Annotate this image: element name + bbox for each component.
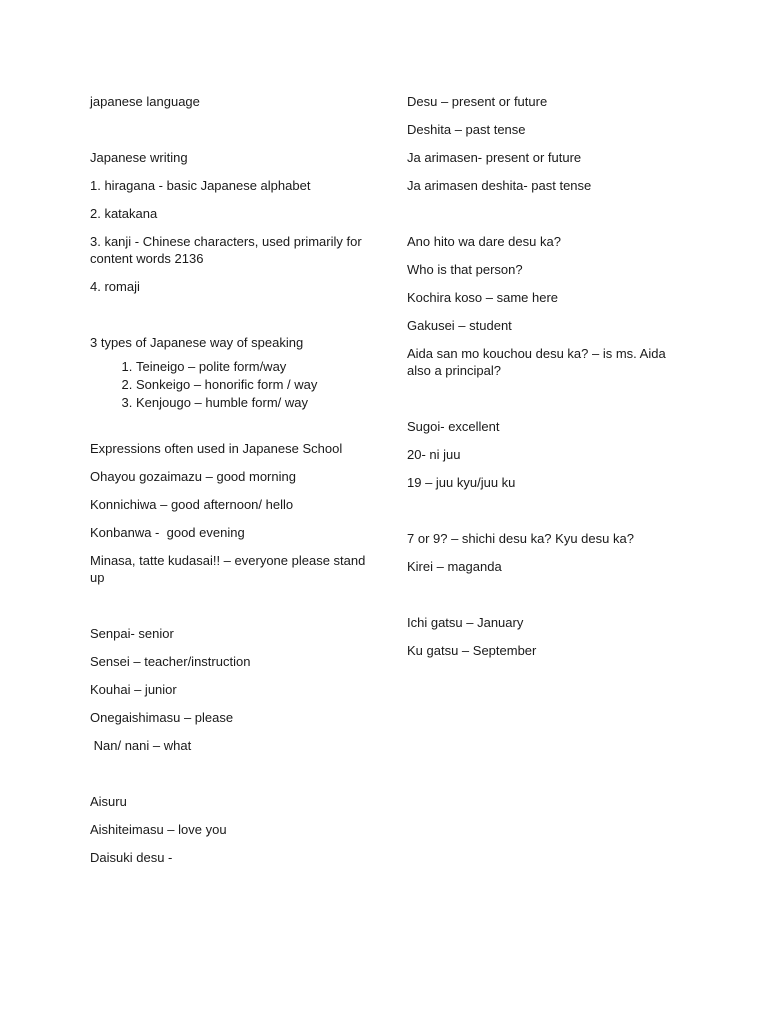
love-item: Aishiteimasu – love you [90,822,227,837]
expression-item: Ohayou gozaimazu – good morning [90,469,296,484]
spacer [407,205,667,233]
speaking-type-item: 2. Sonkeigo – honorific form / way [136,376,380,394]
month-item: Ichi gatsu – January [407,615,524,630]
expression-item: Konbanwa - good evening [90,525,245,540]
love-item: Aisuru [90,794,127,809]
spacer [407,390,667,418]
writing-heading: Japanese writing [90,150,188,165]
document-title: japanese language [90,94,200,109]
left-column [90,93,380,877]
misc-item: Kirei – maganda [407,559,502,574]
term-item: Onegaishimasu – please [90,710,234,725]
month-item: Ku gatsu – September [407,643,537,658]
tense-item: Desu – present or future [407,94,548,109]
speaking-type-item: 1. Teineigo – polite form/way [136,358,380,376]
spacer [407,586,667,614]
right-column [407,93,670,670]
speaking-type-item: 3. Kenjougo – humble form/ way [136,394,380,412]
misc-item: 7 or 9? – shichi desu ka? Kyu desu ka? [407,531,634,546]
number-item: Sugoi- excellent [407,419,500,434]
tense-item: Ja arimasen- present or future [407,150,582,165]
speaking-heading: 3 types of Japanese way of speaking [90,335,304,350]
expressions-heading: Expressions often used in Japanese School [90,441,343,456]
spacer [90,423,380,440]
spacer [90,121,380,149]
term-item: Kouhai – junior [90,682,177,697]
phrase-item: Kochira koso – same here [407,290,559,305]
spacer [90,306,380,334]
expression-item: Minasa, tatte kudasai!! – everyone please stand up [90,553,369,585]
phrase-item: Aida san mo kouchou desu ka? – is ms. Aida also a principal? [407,346,670,378]
tense-item: Deshita – past tense [407,122,526,137]
expression-item: Konnichiwa – good afternoon/ hello [90,497,294,512]
love-item: Daisuki desu - [90,850,173,865]
tense-item: Ja arimasen deshita- past tense [407,178,592,193]
phrase-item: Gakusei – student [407,318,512,333]
writing-item: 3. kanji - Chinese characters, used primarily for content words 2136 [90,234,366,266]
term-item: Nan/ nani – what [90,738,192,753]
number-item: 19 – juu kyu/juu ku [407,475,516,490]
spacer [407,502,667,530]
writing-item: 4. romaji [90,279,140,294]
number-item: 20- ni juu [407,447,461,462]
speaking-types-list [90,358,380,412]
spacer [90,597,380,625]
term-item: Sensei – teacher/instruction [90,654,251,669]
spacer [90,765,380,793]
term-item: Senpai- senior [90,626,174,641]
writing-item: 1. hiragana - basic Japanese alphabet [90,178,311,193]
phrase-item: Who is that person? [407,262,523,277]
writing-item: 2. katakana [90,206,158,221]
phrase-item: Ano hito wa dare desu ka? [407,234,561,249]
